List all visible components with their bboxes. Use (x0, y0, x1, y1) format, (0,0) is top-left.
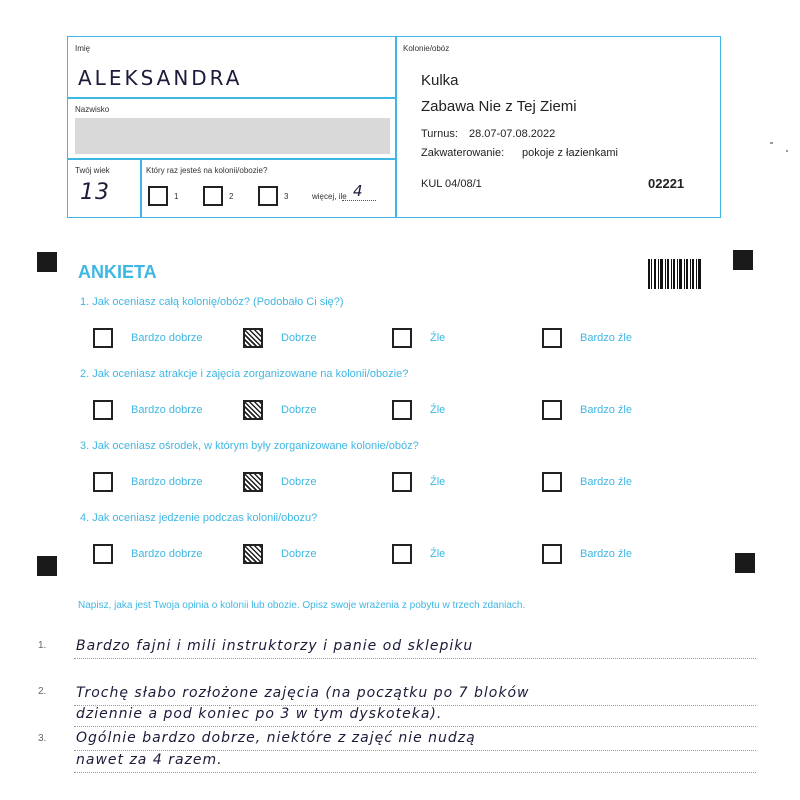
registration-marker (733, 250, 753, 270)
registration-marker (37, 252, 57, 272)
answer-handwriting: Ogólnie bardzo dobrze, niektóre z zajęć nie nudzą (76, 730, 476, 746)
question-text: 4. Jak oceniasz jedzenie podczas kolonii/obozu? (80, 512, 318, 524)
rating-checkbox[interactable] (542, 472, 562, 492)
rating-checkbox[interactable] (392, 328, 412, 348)
camp-program: Zabawa Nie z Tej Ziemi (421, 98, 577, 115)
question-text: 3. Jak oceniasz ośrodek, w którym były zorganizowane kolonie/obóz? (80, 440, 419, 452)
rating-option-label: Dobrze (281, 332, 317, 344)
rating-checkbox[interactable] (243, 328, 263, 348)
rating-option-label: Źle (430, 404, 446, 416)
divider (67, 97, 395, 99)
camp-label: Kolonie/obóz (403, 44, 450, 53)
rating-option-label: Źle (430, 476, 446, 488)
more-value: 4 (353, 182, 364, 200)
question-text: 1. Jak oceniasz całą kolonię/obóz? (Podobało Ci się?) (80, 296, 344, 308)
times-checkbox-2[interactable] (203, 186, 223, 206)
answer-handwriting: dziennie a pod koniec po 3 w tym dyskoteka). (76, 706, 443, 722)
rating-option-label: Bardzo źle (580, 404, 632, 416)
rating-option-label: Bardzo źle (580, 548, 632, 560)
answer-dotted-line (74, 658, 756, 659)
times-label: Który raz jesteś na kolonii/obozie? (146, 166, 268, 175)
times-checkbox-1[interactable] (148, 186, 168, 206)
rating-checkbox[interactable] (542, 544, 562, 564)
times-option-3: 3 (284, 192, 289, 201)
registration-marker (735, 553, 755, 573)
answer-handwriting: Bardzo fajni i mili instruktorzy i panie od sklepiku (76, 638, 474, 654)
rating-option-label: Dobrze (281, 476, 317, 488)
turn-label: Turnus: (421, 128, 458, 140)
name-value: ALEKSANDRA (78, 66, 243, 90)
rating-checkbox[interactable] (243, 472, 263, 492)
rating-checkbox[interactable] (392, 544, 412, 564)
rating-checkbox[interactable] (392, 400, 412, 420)
rating-option-label: Źle (430, 332, 446, 344)
scan-speck (770, 142, 773, 144)
barcode (648, 259, 702, 289)
rating-option-label: Bardzo dobrze (131, 404, 203, 416)
divider (67, 158, 395, 160)
answer-handwriting: nawet za 4 razem. (76, 752, 223, 768)
rating-option-label: Bardzo dobrze (131, 332, 203, 344)
divider (140, 158, 142, 218)
rating-checkbox[interactable] (93, 544, 113, 564)
age-label: Twój wiek (75, 166, 110, 175)
answer-dotted-line (74, 772, 756, 773)
rating-checkbox[interactable] (542, 328, 562, 348)
rating-checkbox[interactable] (93, 472, 113, 492)
surname-label: Nazwisko (75, 105, 110, 114)
camp-number: 02221 (648, 176, 685, 191)
times-option-2: 2 (229, 192, 234, 201)
age-value: 13 (80, 180, 110, 205)
turn-value: 28.07-07.08.2022 (469, 128, 556, 140)
answer-dotted-line (74, 750, 756, 751)
divider (395, 36, 397, 218)
camp-code: KUL 04/08/1 (421, 178, 482, 190)
times-option-1: 1 (174, 192, 179, 201)
answer-dotted-line (74, 726, 756, 727)
opinion-prompt: Napisz, jaka jest Twoja opinia o kolonii lub obozie. Opisz swoje wrażenia z pobytu w trzech zdaniach. (78, 600, 526, 611)
lodging-value: pokoje z łazienkami (522, 147, 618, 159)
answer-number: 1. (38, 640, 47, 651)
rating-option-label: Bardzo źle (580, 332, 632, 344)
question-text: 2. Jak oceniasz atrakcje i zajęcia zorganizowane na kolonii/obozie? (80, 368, 409, 380)
rating-option-label: Dobrze (281, 548, 317, 560)
surname-redaction (75, 118, 390, 154)
registration-marker (37, 556, 57, 576)
rating-option-label: Bardzo źle (580, 476, 632, 488)
rating-checkbox[interactable] (542, 400, 562, 420)
rating-checkbox[interactable] (93, 328, 113, 348)
more-dotline (342, 200, 376, 201)
rating-checkbox[interactable] (243, 400, 263, 420)
lodging-label: Zakwaterowanie: (421, 147, 505, 159)
answer-number: 3. (38, 733, 47, 744)
survey-title: ANKIETA (78, 262, 157, 282)
answer-handwriting: Trochę słabo rozłożone zajęcia (na początku po 7 bloków (76, 685, 530, 701)
rating-option-label: Źle (430, 548, 446, 560)
rating-checkbox[interactable] (93, 400, 113, 420)
rating-checkbox[interactable] (392, 472, 412, 492)
name-label: Imię (75, 44, 91, 53)
more-label: więcej, ile (312, 192, 347, 201)
rating-checkbox[interactable] (243, 544, 263, 564)
answer-number: 2. (38, 686, 47, 697)
rating-option-label: Dobrze (281, 404, 317, 416)
rating-option-label: Bardzo dobrze (131, 548, 203, 560)
scan-speck (786, 150, 788, 152)
camp-name: Kulka (421, 72, 459, 89)
rating-option-label: Bardzo dobrze (131, 476, 203, 488)
times-checkbox-3[interactable] (258, 186, 278, 206)
